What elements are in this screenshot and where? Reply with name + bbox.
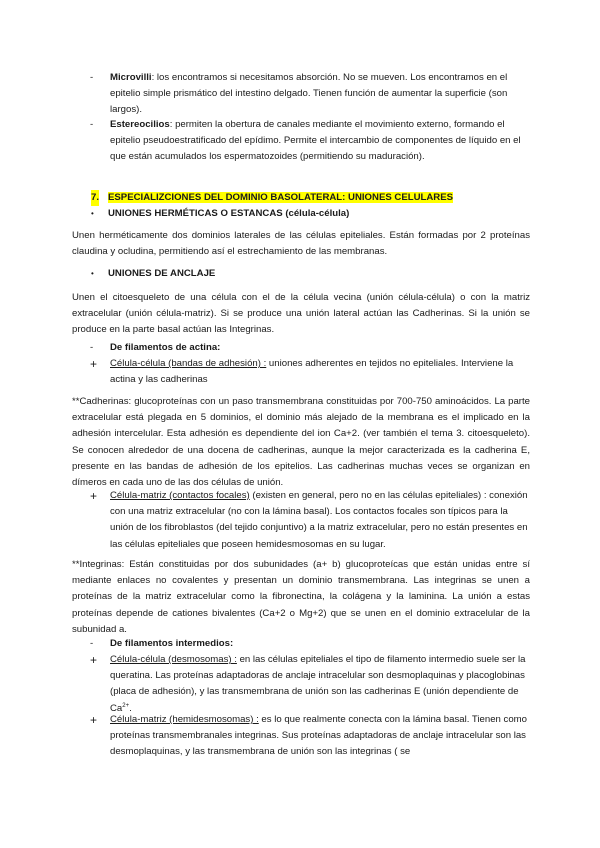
- list-item-microvilli: [90, 70, 530, 119]
- microvilli-text: : los encontramos si necesitamos absorción. No se mueven. Los encontramos en el epitelio simple prismático del intestino delgado. Tienen función de aumentar la superficie (son largos).: [110, 72, 508, 116]
- label-hemidesmosomas: Célula-matriz (hemidesmosomas) :: [110, 714, 259, 725]
- section-title: ESPECIALIZCIONES DEL DOMINIO BASOLATERAL: UNIONES CELULARES: [108, 192, 454, 203]
- dash-marker: -: [90, 119, 94, 130]
- actina-cm-text: (existen en general, pero no en las células epiteliales) : conexión con una matriz extracelular (no con la lámina basal). Los contactos focales son típicos para la unión de los fibroblastos (del tejido conjuntivo) a la matriz extracelular, pero no están presentes en las células epiteliales que poseen hemidesmosomas en su lugar.: [110, 490, 528, 550]
- subheading-text: De filamentos de actina:: [110, 342, 221, 353]
- list-item-estereocilios: [90, 117, 530, 166]
- intermedios-cc-text: en las células epiteliales el tipo de filamento intermedio suele ser la queratina. Las proteínas adaptadoras de anclaje intracelular son desmoplaquinas y placoglobinas (placa de adhesión), y las transmembrana de unión son las cadherinas E (unión dependiente de Ca: [110, 654, 526, 714]
- calcium-superscript: 2+: [122, 702, 130, 709]
- plus-marker: +: [90, 713, 98, 727]
- subheading-filamentos-actina: [90, 340, 530, 356]
- plus-marker: +: [90, 357, 98, 371]
- paragraph-herm: Unen herméticamente dos dominios laterales de las células epiteliales. Están formadas por 2 proteínas claudina y ocludina, permitiendo así el estrechamiento de las membranas.: [72, 230, 530, 258]
- section-7-heading: [91, 190, 538, 206]
- bullet-marker: •: [91, 209, 94, 218]
- subheading-text: De filamentos intermedios:: [110, 638, 234, 649]
- paragraph-anclaje: Unen el citoesqueleto de una célula con el de la célula vecina (unión célula-célula) o con la matriz extracelular (unión célula-matriz). Si se produce una unión lateral actúan las Cadherinas. Si la unión se produce en la parte basal actúan las Integrinas.: [72, 292, 530, 336]
- dash-marker: -: [90, 638, 94, 649]
- label-bandas-adhesion: Célula-célula (bandas de adhesión) :: [110, 358, 267, 369]
- note-integrinas: **Integrinas: Están constituidas por dos subunidades (a+ b) glucoproteícas que están unidas entre sí mediante enlaces no covalentes y presentan un dominio transmembrana. Las integrinas se unen a proteínas de la matriz extracelular como la fibronectina, la colágena y la laminina. La unión a estas proteínas depende de cationes bivalentes (Ca+2 o Mg+2) que se unen en el dominio extracelular de la subunidad a.: [72, 559, 530, 635]
- estereocilios-text: : permiten la obertura de canales mediante el movimiento externo, formando el epitelio pseudoestratificado del epídimo. Permite el intercambio de componentes de líquido en el que están acumulados los espermatozoides (permitiendo su maduración).: [110, 119, 521, 163]
- term-microvilli: Microvilli: [110, 72, 152, 83]
- item-intermedios-celula-celula: [90, 652, 530, 717]
- heading-text: UNIONES DE ANCLAJE: [108, 268, 216, 279]
- intermedios-cc-end: .: [129, 702, 132, 714]
- intermedios-cm-text: es lo que realmente conecta con la lámina basal. Tienen como proteínas transmembranales integrinas. Sus proteínas adaptadoras de anclaje intracelular son las desmoplaquinas, y las transmembrana de unión son las integrinas ( se: [110, 714, 527, 758]
- label-desmosomas: Célula-célula (desmosomas) :: [110, 654, 237, 665]
- label-contactos-focales: Célula-matriz (contactos focales): [110, 490, 250, 501]
- term-estereocilios: Estereocilios: [110, 119, 170, 130]
- item-actina-celula-matriz: [90, 488, 530, 553]
- item-actina-celula-celula: [90, 356, 530, 388]
- plus-marker: +: [90, 653, 98, 667]
- heading-text: UNIONES HERMÉTICAS O ESTANCAS (célula-célula): [108, 208, 350, 219]
- heading-uniones-hermeticas: [91, 206, 538, 222]
- note-cadherinas: **Cadherinas: glucoproteínas con un paso transmembrana constituidas por 700-750 aminoácidos. La parte extracelular está plegada en 5 dominios, el dominio más alejado de la membrana es el implicado en la adhesión intercelular. Esta adhesión es dependiente del ion Ca+2. (ver también el tema 3. citoesqueleto). Se conocen alrededor de una docena de cadherinas, aunque la mejor caracterizada es la cadherina E, presente en las bandas de adhesión de los epitelios. Las cadherinas muchas veces se organizan en dímeros en cada uno de las dos células de unión.: [72, 396, 530, 489]
- section-number: 7.: [91, 190, 99, 206]
- bullet-marker: •: [91, 269, 94, 278]
- plus-marker: +: [90, 489, 98, 503]
- dash-marker: -: [90, 72, 94, 83]
- subheading-filamentos-intermedios: [90, 636, 530, 652]
- actina-cc-text: uniones adherentes en tejidos no epiteliales. Interviene la actina y las cadherinas: [110, 358, 514, 386]
- dash-marker: -: [90, 342, 94, 353]
- item-intermedios-celula-matriz: [90, 712, 530, 761]
- heading-uniones-anclaje: [91, 266, 538, 282]
